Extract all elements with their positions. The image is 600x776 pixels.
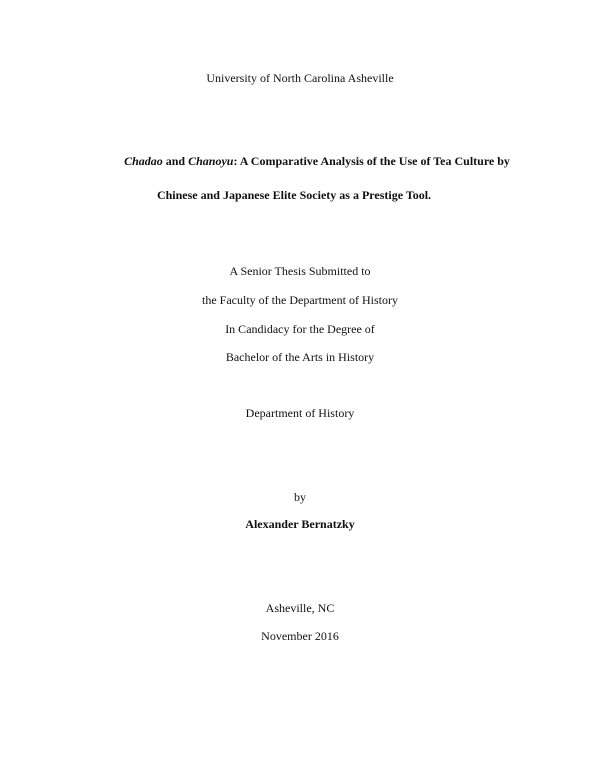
title-term-chanoyu: Chanoyu [188, 154, 234, 168]
thesis-title-line-2: Chinese and Japanese Elite Society as a Prestige Tool. [156, 188, 432, 202]
submission-line-2: the Faculty of the Department of History [202, 293, 398, 307]
thesis-title-line-1 [17, 154, 600, 168]
title-term-chadao: Chadao [124, 154, 163, 168]
university-name: University of North Carolina Asheville [206, 71, 394, 85]
submission-date: November 2016 [261, 629, 339, 643]
title-connector: and [162, 154, 189, 168]
submission-line-1: A Senior Thesis Submitted to [229, 264, 371, 278]
title-rest-line-1: : A Comparative Analysis of the Use of Tea Culture by [233, 154, 510, 168]
place: Asheville, NC [265, 601, 335, 615]
submission-line-3: In Candidacy for the Degree of [225, 322, 375, 336]
by-label: by [294, 490, 306, 504]
author-name: Alexander Bernatzky [245, 517, 355, 531]
department-name: Department of History [245, 406, 355, 420]
submission-line-4: Bachelor of the Arts in History [225, 350, 375, 364]
